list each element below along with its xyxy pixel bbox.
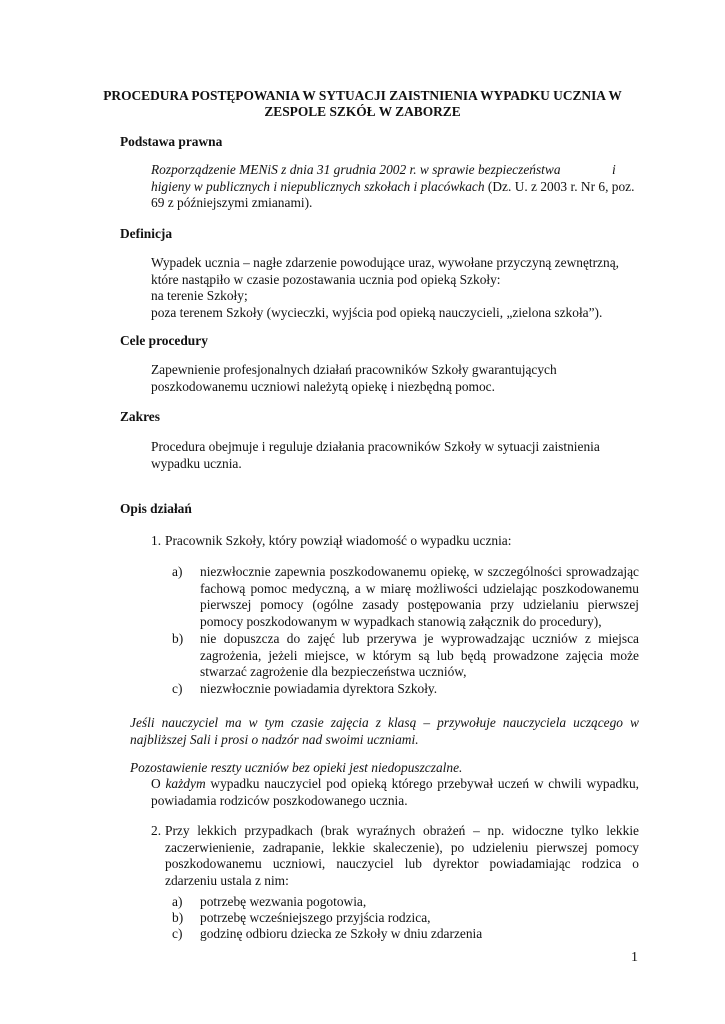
- note-1-line-1: Jeśli nauczyciel ma w tym czasie zajęcia z klasą – przywołuje nauczyciela uczącego w: [130, 715, 639, 730]
- item-line: pomocy poszkodowanym w wypadkach stanowią załącznik do procedury),: [200, 613, 602, 629]
- step-2-line: poszkodowanemu uczniowi, nauczyciel lub dyrektor powiadamiając rodzica o: [165, 856, 639, 872]
- item-line: nie dopuszcza do zajęć lub przerywa je wyprowadzając uczniów z miejsca: [200, 631, 639, 646]
- definicja-line-2: które nastąpiło w czasie pozostawania ucznia pod opieką Szkoły:: [151, 271, 501, 287]
- note-no-unattended: Pozostawienie reszty uczniów bez opieki jest niedopuszczalne.: [130, 760, 463, 775]
- item-marker: c): [172, 681, 183, 696]
- item-line: pierwszej pomocy (ogólne zasady postępowania przy udzielaniu pierwszej: [200, 597, 639, 613]
- podstawa-line-1: [151, 162, 643, 179]
- step-1-number: 1.: [151, 533, 162, 548]
- item-text: [200, 631, 639, 681]
- item-marker: a): [172, 564, 183, 579]
- note-3-line-1: [151, 776, 639, 793]
- item-line: zagrożenia, jeżeli miejsce, w którym są lub będą prowadzone zajęcia może: [200, 647, 639, 663]
- item-marker: c): [172, 926, 183, 941]
- zakres-paragraph: [151, 439, 643, 472]
- step-2-line: zaczerwienienie, zadrapanie, lekkie skaleczenie), po udzieleniu pierwszej pomocy: [165, 839, 639, 855]
- zakres-line-2: wypadku ucznia.: [151, 455, 242, 471]
- cele-line-2: poszkodowanemu uczniowi należytą opiekę i niezbędną pomoc.: [151, 378, 495, 394]
- item-line: fachową pomoc medyczną, a w miarę możliwości udzielając poszkodowanemu: [200, 580, 639, 596]
- note-notify-parents: [151, 776, 639, 809]
- note-1-line-2: najbliższej Sali i prosi o nadzór nad swoimi uczniami.: [130, 731, 419, 747]
- heading-definicja: Definicja: [120, 226, 173, 241]
- item-line: niezwłocznie zapewnia poszkodowanemu opiekę, w szczególności sprowadzając: [200, 564, 639, 579]
- definicja-line-1: Wypadek ucznia – nagłe zdarzenie powodujące uraz, wywołane przyczyną zewnętrzną,: [151, 255, 619, 270]
- heading-cele-procedury: Cele procedury: [120, 333, 208, 348]
- step-2-line: Przy lekkich przypadkach (brak wyraźnych obrażeń – np. widoczne tylko lekkie: [165, 823, 639, 838]
- podstawa-line-2: [151, 179, 643, 196]
- item-marker: b): [172, 631, 184, 646]
- item-text: godzinę odbioru dziecka ze Szkoły w dniu zdarzenia: [200, 926, 483, 941]
- item-marker: a): [172, 894, 183, 909]
- item-text: [200, 564, 639, 630]
- step-2-line: zdarzeniu ustala z nim:: [165, 872, 289, 888]
- definicja-paragraph: [151, 255, 643, 321]
- item-line: stwarzać zagrożenie dla bezpieczeństwa uczniów,: [200, 664, 467, 680]
- podstawa-paragraph: [151, 162, 643, 212]
- item-marker: b): [172, 910, 184, 925]
- step-1-text: Pracownik Szkoły, który powziął wiadomość o wypadku ucznia:: [165, 533, 512, 548]
- item-line: niezwłocznie powiadamia dyrektora Szkoły.: [200, 681, 438, 696]
- note-3-line-2: powiadamia rodziców poszkodowanego ucznia.: [151, 792, 408, 808]
- cele-paragraph: [151, 362, 643, 395]
- zakres-line-1: Procedura obejmuje i reguluje działania pracowników Szkoły w sytuacji zaistnienia: [151, 439, 600, 454]
- item-text: [200, 681, 639, 698]
- page-number: 1: [631, 950, 638, 965]
- definicja-line-3: na terenie Szkoły;: [151, 288, 248, 304]
- heading-zakres: Zakres: [120, 409, 160, 424]
- podstawa-line-2-italic: higieny w publicznych i niepublicznych szkołach i placówkach: [151, 178, 485, 194]
- note-teacher-class: [130, 715, 639, 748]
- heading-opis-dzialan: Opis działań: [120, 501, 192, 516]
- podstawa-line-3: 69 z późniejszymi zmianami).: [151, 195, 313, 211]
- document-title: [60, 88, 665, 120]
- step-2-text: [165, 823, 639, 889]
- step-2-number: 2.: [151, 823, 162, 838]
- cele-line-1: Zapewnienie profesjonalnych działań pracowników Szkoły gwarantujących: [151, 362, 557, 377]
- definicja-line-4: poza terenem Szkoły (wycieczki, wyjścia pod opieką nauczycieli, „zielona szkoła”).: [151, 304, 603, 320]
- item-text: potrzebę wezwania pogotowia,: [200, 894, 367, 909]
- title-line-2: ZESPOLE SZKÓŁ W ZABORZE: [264, 104, 461, 119]
- note-3-italic: każdym: [165, 776, 206, 791]
- podstawa-line-2-rest: (Dz. U. z 2003 r. Nr 6, poz.: [484, 178, 635, 194]
- podstawa-line-1-text: Rozporządzenie MENiS z dnia 31 grudnia 2002 r. w sprawie bezpieczeństwa: [151, 162, 561, 177]
- note-3-pre: O: [151, 776, 166, 791]
- podstawa-line-1-end: i: [612, 162, 616, 177]
- note-3-post: wypadku nauczyciel pod opieką którego przebywał uczeń w chwili wypadku,: [205, 776, 639, 791]
- heading-podstawa-prawna: Podstawa prawna: [120, 134, 223, 149]
- title-line-1: PROCEDURA POSTĘPOWANIA W SYTUACJI ZAISTNIENIA WYPADKU UCZNIA W: [103, 88, 622, 103]
- item-text: potrzebę wcześniejszego przyjścia rodzica,: [200, 910, 431, 925]
